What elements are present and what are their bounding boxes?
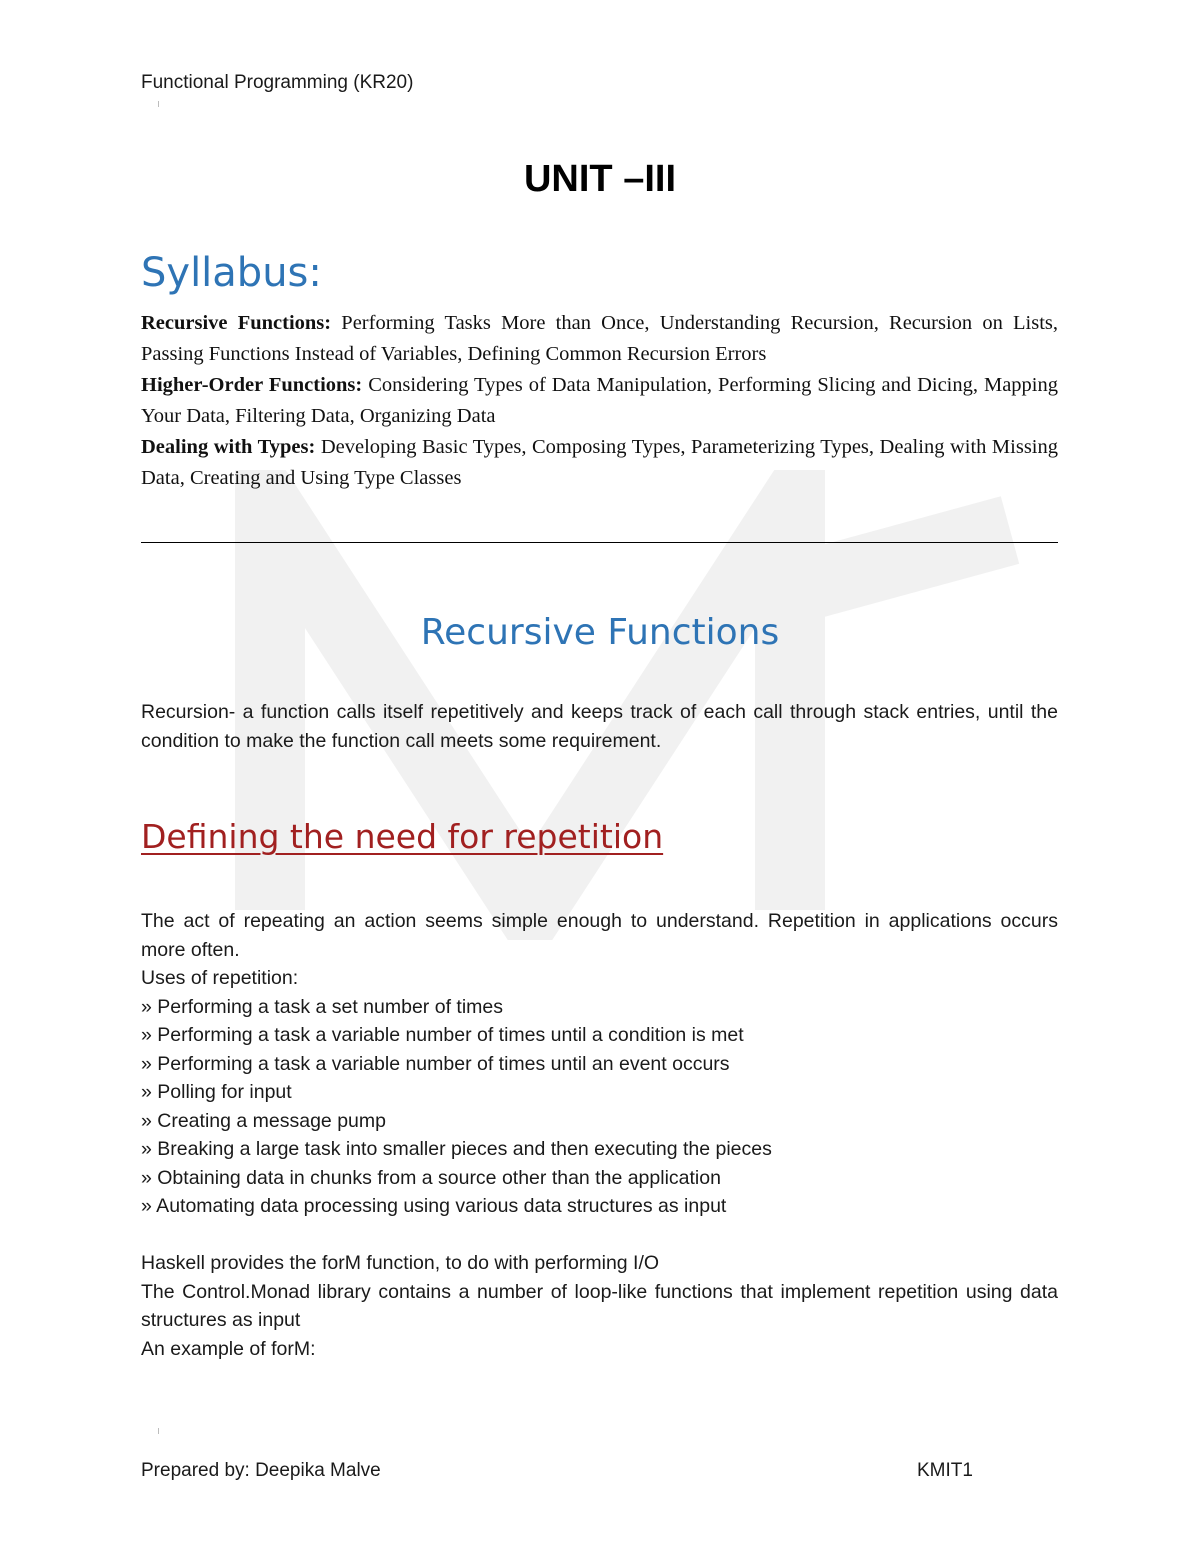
list-item: » Creating a message pump [141,1109,386,1132]
syllabus-label: Recursive Functions: [141,312,332,334]
list-item: » Performing a task a set number of times [141,995,503,1018]
recursion-definition [141,698,1058,755]
syllabus-entry-higher-order [141,370,1058,432]
footer-tick [158,1428,159,1434]
syllabus-heading: Syllabus: [141,250,322,296]
syllabus-text: Developing Basic Types, Composing Types, Parameterizing Types, Dealing with Missing Data, Creating and Using Type Classes [141,436,1058,489]
unit-title: UNIT –III [523,158,677,200]
list-item: » Automating data processing using various data structures as input [141,1195,727,1217]
syllabus-entry-types [141,432,1058,494]
page-header: Functional Programming (KR20) [141,72,414,93]
syllabus-text: Performing Tasks More than Once, Understanding Recursion, Recursion on Lists, Passing Functions Instead of Variables, Defining Common Recursion Errors [141,312,1059,365]
footer-page-label: KMIT1 [917,1460,973,1481]
syllabus-entry-recursive [141,308,1058,370]
footer-author: Prepared by: Deepika Malve [141,1460,381,1481]
paragraph: Recursion- a function calls itself repetitively and keeps track of each call through stack entries, until the condition to make the function call meets some requirement. [141,701,1058,752]
list-item: » Polling for input [141,1081,292,1103]
syllabus-text: Considering Types of Data Manipulation, Performing Slicing and Dicing, Mapping Your Data, Filtering Data, Organizing Data [141,374,1059,427]
paragraph: Uses of repetition: [141,967,299,989]
syllabus-content [141,308,1058,494]
subsection-heading: Defining the need for repetition [141,817,664,856]
paragraph: An example of forM: [141,1337,316,1360]
paragraph: Haskell provides the forM function, to do with performing I/O [141,1252,660,1274]
paragraph: The Control.Monad library contains a number of loop-like functions that implement repetition using data structures as input [141,1280,1058,1331]
form-content [141,1249,1058,1363]
syllabus-label: Higher-Order Functions: [141,374,363,396]
section-title: Recursive Functions [420,612,780,653]
list-item: » Breaking a large task into smaller pieces and then executing the pieces [141,1138,772,1160]
header-tick [158,101,159,107]
list-item: » Obtaining data in chunks from a source other than the application [141,1166,721,1189]
list-item: » Performing a task a variable number of times until a condition is met [141,1024,744,1046]
repetition-content [141,907,1058,1221]
syllabus-label: Dealing with Types: [141,436,316,458]
horizontal-divider [141,542,1058,543]
paragraph: The act of repeating an action seems simple enough to understand. Repetition in applications occurs more often. [141,910,1058,961]
list-item: » Performing a task a variable number of times until an event occurs [141,1052,730,1075]
